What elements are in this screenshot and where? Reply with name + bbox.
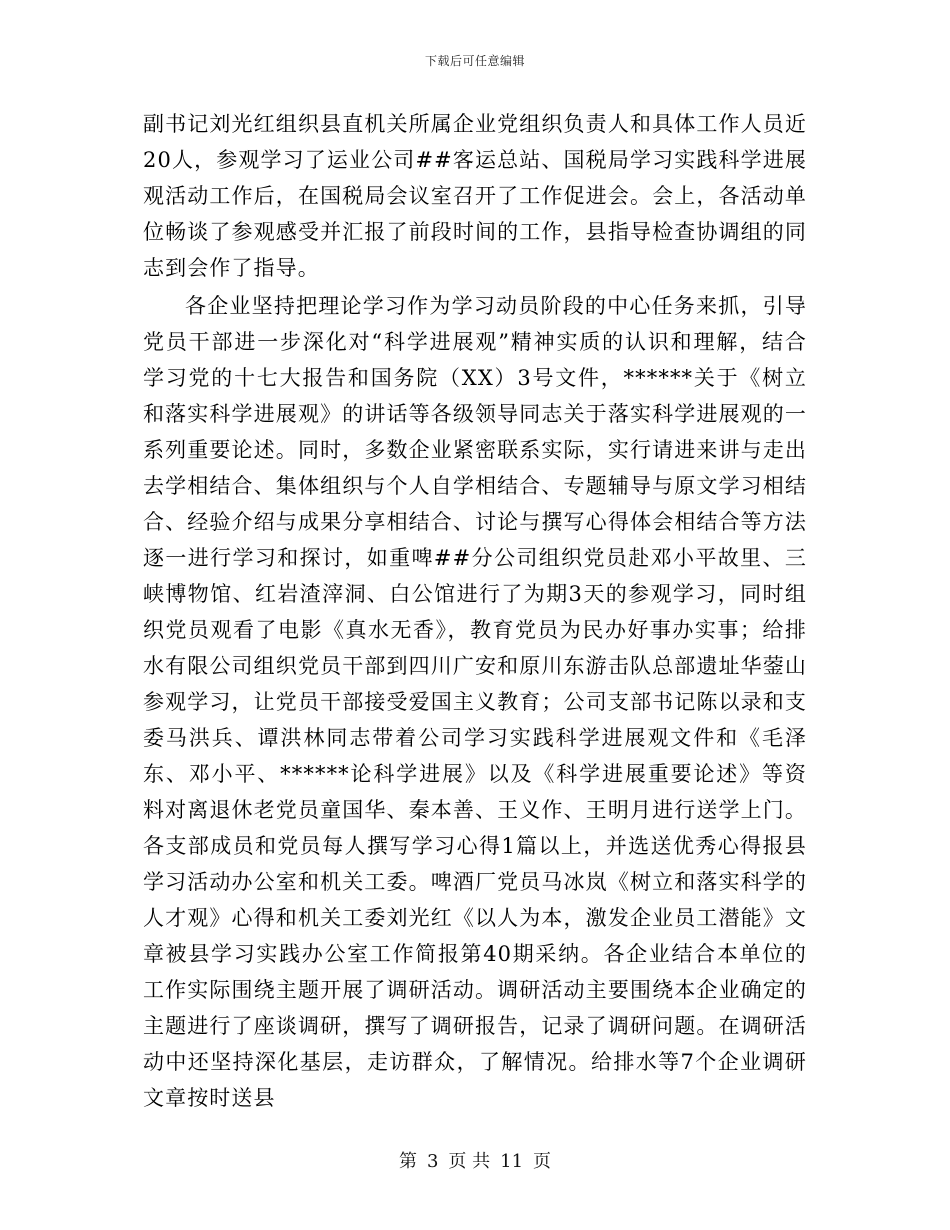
page-header: 下载后可任意编辑 — [424, 54, 525, 68]
paragraph-study: 各企业坚持把理论学习作为学习动员阶段的中心任务来抓，引导党员干部进一步深化对“科学进展观”精神实质的认识和理解，结合学习党的十七大报告和国务院（XX）3号文件，******关于《树立和落实科学进展观》的讲话等各级领导同志关于落实科学进展观的一系列重要论述。同时，多数企业紧密联系实际，实行请进来讲与走出去学相结合、集体组织与个人自学相结合、专题辅导与原文学习相结合、经验介绍与成果分享相结合、讨论与撰写心得体会相结合等方法逐一进行学习和探讨，如重啤##分公司组织党员赴邓小平故里、三峡博物馆、红岩渣滓洞、白公馆进行了为期3天的参观学习，同时组织党员观看了电影《真水无香》，教育党员为民办好事办实事；给排水有限公司组织党员干部到四川广安和原川东游击队总部遗址华蓥山参观学习，让党员干部接受爱国主义教育；公司支部书记陈以录和支委马洪兵、谭洪林同志带着公司学习实践科学进展观文件和《毛泽东、邓小平、******论科学进展》以及《科学进展重要论述》等资料对离退休老党员童国华、秦本善、王义作、王明月进行送学上门。各支部成员和党员每人撰写学习心得1篇以上，并选送优秀心得报县学习活动办公室和机关工委。啤酒厂党员马冰岚《树立和落实科学的人才观》心得和机关工委刘光红《以人为本，激发企业员工潜能》文章被县学习实践办公室工作简报第40期采纳。各企业结合本单位的工作实际围绕主题开展了调研活动。调研活动主要围绕本企业确定的主题进行了座谈调研，撰写了调研报告，记录了调研问题。在调研活动中还坚持深化基层，走访群众，了解情况。给排水等7个企业调研文章按时送县 — [143, 294, 807, 1110]
footer-total-pages: 11 — [500, 1151, 524, 1172]
footer-suffix: 页 — [533, 1151, 552, 1172]
document-body — [143, 106, 807, 1116]
footer-current-page: 3 — [426, 1151, 439, 1172]
footer-prefix: 第 — [398, 1151, 417, 1172]
footer-middle: 页 共 — [448, 1151, 491, 1172]
paragraph-continuation: 副书记刘光红组织县直机关所属企业党组织负责人和具体工作人员近20人，参观学习了运业公司##客运总站、国税局学习实践科学进展观活动工作后，在国税局会议室召开了工作促进会。会上，各活动单位畅谈了参观感受并汇报了前段时间的工作，县指导检查协调组的同志到会作了指导。 — [143, 112, 807, 280]
page-footer — [0, 1147, 950, 1173]
